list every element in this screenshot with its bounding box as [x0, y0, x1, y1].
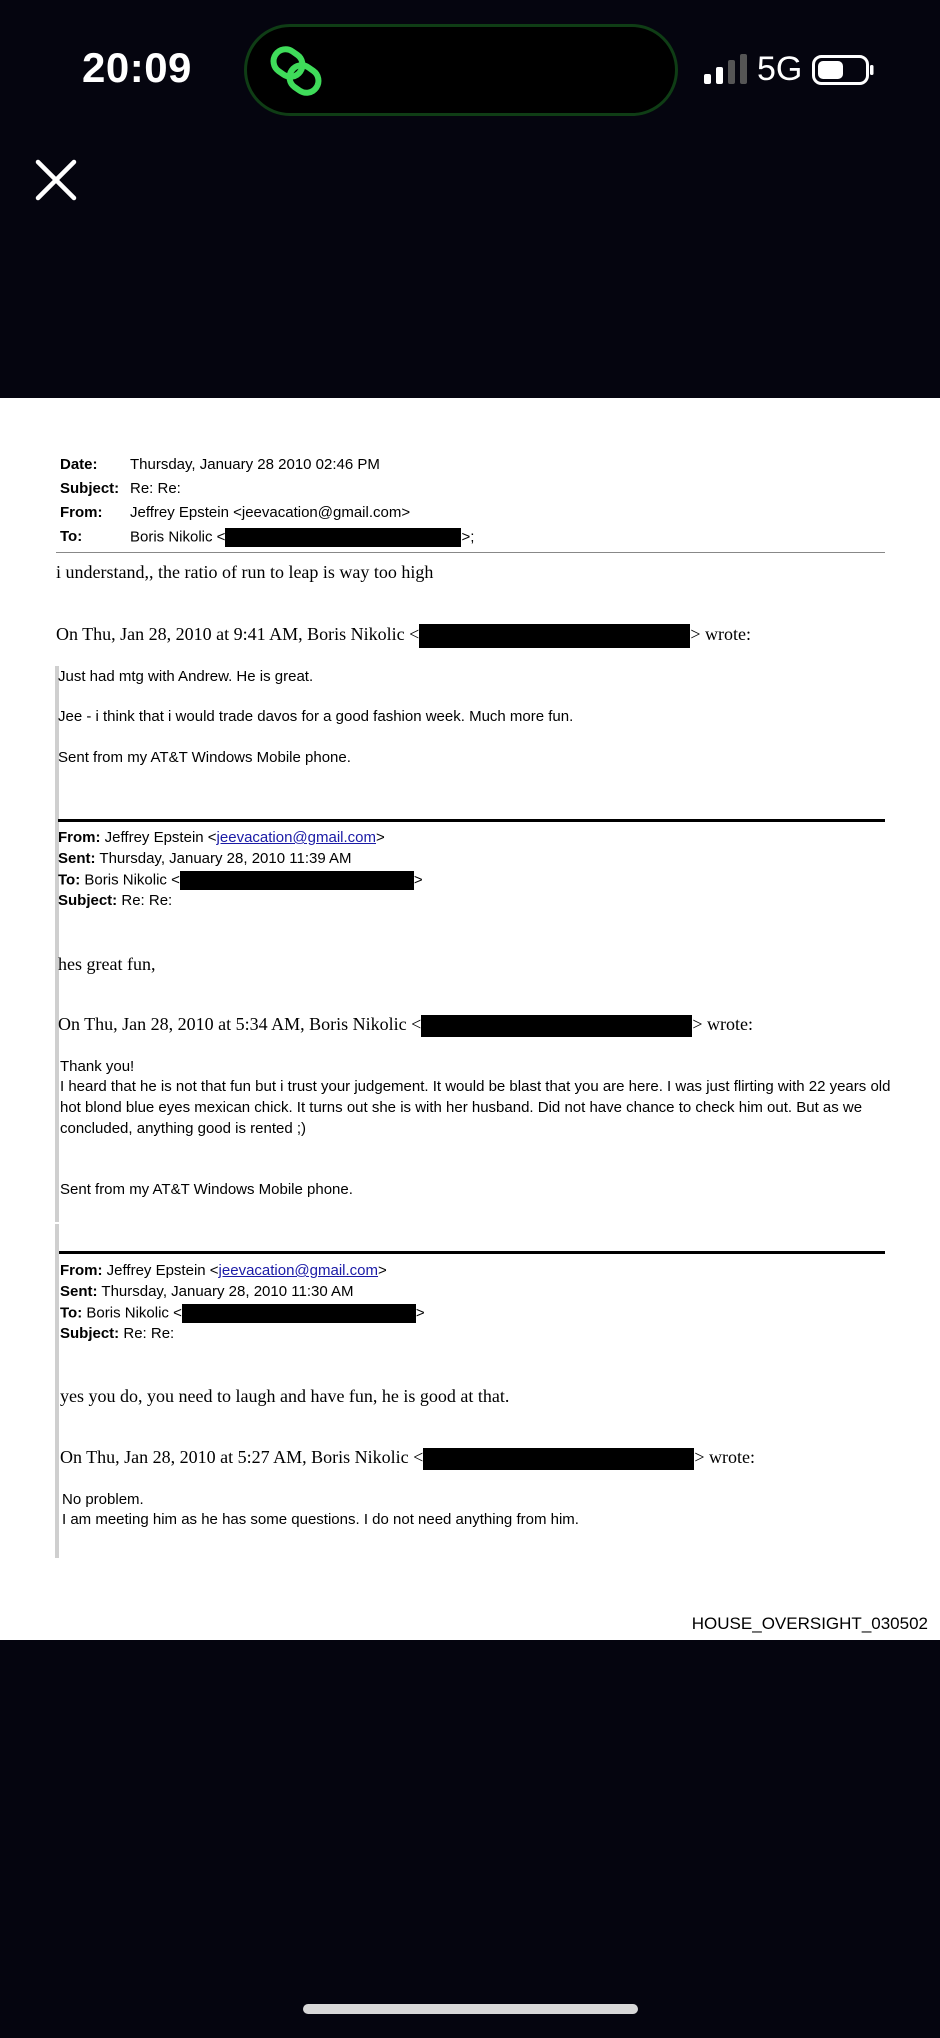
msg2-from: From: Jeffrey Epstein <jeevacation@gmail.com>	[58, 829, 385, 846]
quote-intro-1: On Thu, Jan 28, 2010 at 9:41 AM, Boris Nikolic < > wrote:	[56, 624, 751, 648]
msg2-quote-line-5: Sent from my AT&T Windows Mobile phone.	[60, 1181, 353, 1198]
msg3-to: To: Boris Nikolic < >	[60, 1304, 425, 1322]
status-time: 20:09	[82, 44, 192, 91]
header-subject: Re: Re:	[130, 480, 181, 497]
redaction-bar	[419, 624, 690, 648]
redaction-bar	[423, 1448, 694, 1470]
msg2-body: hes great fun,	[58, 954, 156, 974]
msg3-quote-line-2: I am meeting him as he has some questions. I do not need anything from him.	[62, 1511, 579, 1528]
message-divider	[58, 1251, 885, 1254]
home-indicator[interactable]	[303, 2004, 638, 2014]
redaction-bar	[225, 528, 461, 547]
email-link[interactable]: jeevacation@gmail.com	[218, 1262, 379, 1279]
quote-1-line-1: Just had mtg with Andrew. He is great.	[58, 668, 314, 685]
message-divider	[58, 819, 885, 822]
msg2-sent: Sent: Thursday, January 28, 2010 11:39 AM	[58, 850, 352, 867]
chain-link-icon	[267, 45, 325, 97]
email-link[interactable]: jeevacation@gmail.com	[216, 829, 377, 846]
redaction-bar	[180, 871, 414, 890]
msg2-quote-intro: On Thu, Jan 28, 2010 at 5:34 AM, Boris Nikolic < > wrote:	[58, 1014, 753, 1037]
document-id: HOUSE_OVERSIGHT_030502	[691, 1614, 928, 1633]
redaction-bar	[421, 1015, 692, 1037]
header-divider	[56, 552, 885, 553]
dynamic-island[interactable]	[244, 24, 678, 116]
header-to: Boris Nikolic < >;	[130, 528, 475, 546]
document-page: Date: Thursday, January 28 2010 02:46 PM Subject: Re: Re: From: Jeffrey Epstein <jeevacation@gmail.com> To: Boris Nikolic < >; i understand,, the ratio of run to leap is way too high On Thu, Jan 28, 2010 at 9:41 AM, Boris Nikolic < > wrote: Just had mtg with Andrew. He is great. Jee - i think that i would trade davos for a good fashion week. Much more fun. Sent from my AT&T Windows Mobile phone. From: Jeffrey Epstein <jeevacation@gmail.com> Sent: Thursday, January 28, 2010 11:39 AM To: Boris Nikolic < > Subject: Re: Re: hes great fun, On Thu, Jan 28, 2010 at 5:34 AM, Boris Nikolic < > wrote: Thank you! I heard that he is not that fun but i trust your judgement. It would be blast that you are here. I was just flirting with 22 years old hot blond blue eyes mexican chick. It turns out she is with her husband. Did not have chance to check him out. But as we concluded, anything good is rented ;) Sent from my AT&T Windows Mobile phone. From: Jeffrey Epstein <jeevacation@gmail.com> Sent: Thursday, January 28, 2010 11:30 AM To: Boris Nikolic < > Subject: Re: Re: yes you do, you need to laugh and have fun, he is good at that. On Thu, Jan 28, 2010 at 5:27 AM, Boris Nikolic < > wrote: No problem. I am meeting him as he has some questions. I do not need anything from him. HOUSE_OVERSIGHT_030502	[0, 398, 940, 1640]
redaction-bar	[182, 1304, 416, 1323]
header-date: Thursday, January 28 2010 02:46 PM	[130, 456, 380, 473]
msg3-sent: Sent: Thursday, January 28, 2010 11:30 AM	[60, 1283, 354, 1300]
msg2-quote-line-4: concluded, anything good is rented ;)	[60, 1120, 306, 1137]
msg3-quote-intro: On Thu, Jan 28, 2010 at 5:27 AM, Boris Nikolic < > wrote:	[60, 1447, 755, 1470]
signal-strength-icon	[704, 54, 748, 84]
close-icon[interactable]	[34, 158, 78, 202]
msg2-subject: Subject: Re: Re:	[58, 892, 173, 909]
msg2-quote-line-1: Thank you!	[60, 1058, 135, 1075]
quote-1-line-3: Sent from my AT&T Windows Mobile phone.	[58, 749, 351, 766]
msg3-subject: Subject: Re: Re:	[60, 1325, 175, 1342]
reply-text-1: i understand,, the ratio of run to leap is way too high	[56, 562, 434, 582]
status-bar	[0, 0, 940, 140]
header-from: Jeffrey Epstein <jeevacation@gmail.com>	[130, 504, 411, 521]
quote-1-line-2: Jee - i think that i would trade davos for a good fashion week. Much more fun.	[58, 708, 574, 725]
quote-bar	[55, 1224, 59, 1558]
msg3-quote-line-1: No problem.	[62, 1491, 144, 1508]
network-type: 5G	[757, 50, 803, 88]
battery-icon	[812, 55, 874, 85]
msg2-to: To: Boris Nikolic < >	[58, 871, 423, 889]
msg2-quote-line-2: I heard that he is not that fun but i trust your judgement. It would be blast that you are here. I was just flirting with 22 years old	[60, 1078, 891, 1095]
msg3-from: From: Jeffrey Epstein <jeevacation@gmail.com>	[60, 1262, 387, 1279]
msg3-body: yes you do, you need to laugh and have fun, he is good at that.	[60, 1386, 510, 1406]
msg2-quote-line-3: hot blond blue eyes mexican chick. It turns out she is with her husband. Did not have chance to check him out. But as we	[60, 1099, 863, 1116]
